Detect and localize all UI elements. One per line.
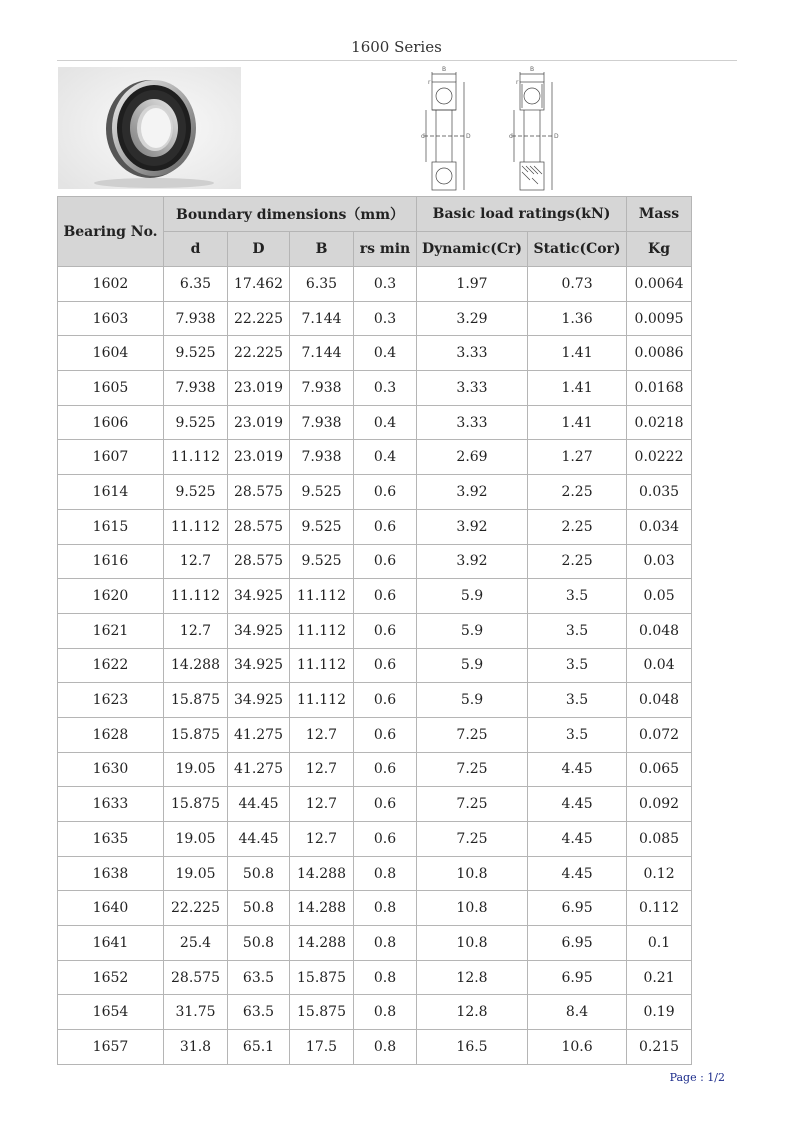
cell-static-cor: 3.5 bbox=[528, 683, 627, 718]
cell-bearing-no: 1616 bbox=[58, 544, 164, 579]
cell-mass-kg: 0.0064 bbox=[627, 267, 692, 302]
cell-dynamic-cr: 3.33 bbox=[417, 405, 528, 440]
drawing-label-r-2: r bbox=[516, 79, 519, 86]
cell-D: 63.5 bbox=[228, 960, 290, 995]
cell-dynamic-cr: 3.33 bbox=[417, 371, 528, 406]
table-row bbox=[58, 717, 692, 752]
cell-B: 11.112 bbox=[290, 613, 354, 648]
header-static-cor: Static(Cor) bbox=[528, 232, 627, 267]
table-row bbox=[58, 371, 692, 406]
cell-rs-min: 0.8 bbox=[354, 856, 417, 891]
cell-static-cor: 6.95 bbox=[528, 891, 627, 926]
cell-dynamic-cr: 5.9 bbox=[417, 613, 528, 648]
cell-d: 22.225 bbox=[164, 891, 228, 926]
cell-mass-kg: 0.0095 bbox=[627, 301, 692, 336]
cell-static-cor: 4.45 bbox=[528, 822, 627, 857]
cell-dynamic-cr: 10.8 bbox=[417, 891, 528, 926]
cell-static-cor: 8.4 bbox=[528, 995, 627, 1030]
table-row bbox=[58, 475, 692, 510]
cell-dynamic-cr: 12.8 bbox=[417, 960, 528, 995]
drawing-label-B: B bbox=[442, 66, 447, 73]
cell-static-cor: 3.5 bbox=[528, 717, 627, 752]
cell-dynamic-cr: 10.8 bbox=[417, 856, 528, 891]
cell-B: 6.35 bbox=[290, 267, 354, 302]
cell-dynamic-cr: 3.92 bbox=[417, 544, 528, 579]
cell-mass-kg: 0.085 bbox=[627, 822, 692, 857]
cell-d: 19.05 bbox=[164, 822, 228, 857]
cell-static-cor: 1.41 bbox=[528, 405, 627, 440]
cell-D: 41.275 bbox=[228, 717, 290, 752]
bearing-cross-section-drawing bbox=[400, 64, 580, 192]
cell-d: 15.875 bbox=[164, 717, 228, 752]
table-row bbox=[58, 752, 692, 787]
table-row bbox=[58, 544, 692, 579]
cell-B: 15.875 bbox=[290, 960, 354, 995]
cell-rs-min: 0.6 bbox=[354, 787, 417, 822]
cell-mass-kg: 0.065 bbox=[627, 752, 692, 787]
cell-bearing-no: 1606 bbox=[58, 405, 164, 440]
table-row bbox=[58, 822, 692, 857]
cell-rs-min: 0.6 bbox=[354, 579, 417, 614]
header-rs-min: rs min bbox=[354, 232, 417, 267]
table-row bbox=[58, 336, 692, 371]
cell-rs-min: 0.6 bbox=[354, 475, 417, 510]
cell-bearing-no: 1621 bbox=[58, 613, 164, 648]
cell-d: 6.35 bbox=[164, 267, 228, 302]
cell-mass-kg: 0.035 bbox=[627, 475, 692, 510]
cell-B: 12.7 bbox=[290, 822, 354, 857]
cell-D: 28.575 bbox=[228, 509, 290, 544]
cell-mass-kg: 0.034 bbox=[627, 509, 692, 544]
table-row bbox=[58, 301, 692, 336]
cell-mass-kg: 0.0168 bbox=[627, 371, 692, 406]
cell-B: 9.525 bbox=[290, 475, 354, 510]
cell-mass-kg: 0.0218 bbox=[627, 405, 692, 440]
cell-bearing-no: 1605 bbox=[58, 371, 164, 406]
cell-bearing-no: 1628 bbox=[58, 717, 164, 752]
cell-mass-kg: 0.112 bbox=[627, 891, 692, 926]
cell-dynamic-cr: 12.8 bbox=[417, 995, 528, 1030]
cell-bearing-no: 1633 bbox=[58, 787, 164, 822]
bearing-spec-table bbox=[57, 196, 692, 1065]
cell-bearing-no: 1638 bbox=[58, 856, 164, 891]
cell-dynamic-cr: 1.97 bbox=[417, 267, 528, 302]
table-row bbox=[58, 891, 692, 926]
cell-rs-min: 0.3 bbox=[354, 301, 417, 336]
cell-mass-kg: 0.05 bbox=[627, 579, 692, 614]
cell-dynamic-cr: 3.92 bbox=[417, 509, 528, 544]
cell-D: 44.45 bbox=[228, 822, 290, 857]
cell-dynamic-cr: 5.9 bbox=[417, 648, 528, 683]
cell-rs-min: 0.8 bbox=[354, 926, 417, 961]
cell-bearing-no: 1607 bbox=[58, 440, 164, 475]
table-row bbox=[58, 267, 692, 302]
cell-d: 15.875 bbox=[164, 787, 228, 822]
table-row bbox=[58, 579, 692, 614]
cell-mass-kg: 0.03 bbox=[627, 544, 692, 579]
cell-B: 14.288 bbox=[290, 891, 354, 926]
table-row bbox=[58, 995, 692, 1030]
cell-mass-kg: 0.1 bbox=[627, 926, 692, 961]
cell-B: 14.288 bbox=[290, 856, 354, 891]
table-row bbox=[58, 926, 692, 961]
drawing-label-D: D bbox=[466, 133, 471, 140]
header-D: D bbox=[228, 232, 290, 267]
table-row bbox=[58, 856, 692, 891]
cell-static-cor: 4.45 bbox=[528, 856, 627, 891]
cell-dynamic-cr: 7.25 bbox=[417, 717, 528, 752]
cell-rs-min: 0.8 bbox=[354, 995, 417, 1030]
cell-rs-min: 0.6 bbox=[354, 544, 417, 579]
cell-mass-kg: 0.072 bbox=[627, 717, 692, 752]
cell-rs-min: 0.3 bbox=[354, 371, 417, 406]
drawing-label-r: r bbox=[428, 79, 431, 86]
cell-static-cor: 6.95 bbox=[528, 960, 627, 995]
cell-B: 12.7 bbox=[290, 787, 354, 822]
cell-D: 28.575 bbox=[228, 475, 290, 510]
cell-static-cor: 1.41 bbox=[528, 371, 627, 406]
cell-D: 34.925 bbox=[228, 613, 290, 648]
cell-rs-min: 0.8 bbox=[354, 1030, 417, 1065]
cell-d: 11.112 bbox=[164, 509, 228, 544]
cell-static-cor: 2.25 bbox=[528, 544, 627, 579]
cell-B: 15.875 bbox=[290, 995, 354, 1030]
header-B: B bbox=[290, 232, 354, 267]
table-row bbox=[58, 405, 692, 440]
cell-D: 34.925 bbox=[228, 579, 290, 614]
cell-d: 28.575 bbox=[164, 960, 228, 995]
cell-static-cor: 3.5 bbox=[528, 613, 627, 648]
cell-bearing-no: 1622 bbox=[58, 648, 164, 683]
cell-B: 11.112 bbox=[290, 683, 354, 718]
cell-D: 50.8 bbox=[228, 926, 290, 961]
cell-mass-kg: 0.04 bbox=[627, 648, 692, 683]
cell-d: 25.4 bbox=[164, 926, 228, 961]
header-bearing-no: Bearing No. bbox=[58, 197, 164, 267]
cell-static-cor: 1.41 bbox=[528, 336, 627, 371]
cell-dynamic-cr: 3.92 bbox=[417, 475, 528, 510]
cell-d: 7.938 bbox=[164, 301, 228, 336]
cell-bearing-no: 1635 bbox=[58, 822, 164, 857]
cell-dynamic-cr: 2.69 bbox=[417, 440, 528, 475]
table-row bbox=[58, 787, 692, 822]
cell-static-cor: 6.95 bbox=[528, 926, 627, 961]
cell-B: 17.5 bbox=[290, 1030, 354, 1065]
cell-d: 11.112 bbox=[164, 440, 228, 475]
drawing-label-d-2: d bbox=[509, 133, 513, 140]
cell-d: 12.7 bbox=[164, 613, 228, 648]
cell-rs-min: 0.6 bbox=[354, 509, 417, 544]
cell-static-cor: 2.25 bbox=[528, 475, 627, 510]
header-mass: Mass bbox=[627, 197, 692, 232]
cell-B: 7.144 bbox=[290, 301, 354, 336]
cell-dynamic-cr: 7.25 bbox=[417, 822, 528, 857]
cell-dynamic-cr: 7.25 bbox=[417, 787, 528, 822]
cell-D: 23.019 bbox=[228, 440, 290, 475]
header-basic-load-ratings: Basic load ratings(kN) bbox=[417, 197, 627, 232]
cell-static-cor: 2.25 bbox=[528, 509, 627, 544]
cell-d: 11.112 bbox=[164, 579, 228, 614]
cell-bearing-no: 1657 bbox=[58, 1030, 164, 1065]
cell-B: 12.7 bbox=[290, 752, 354, 787]
cell-B: 14.288 bbox=[290, 926, 354, 961]
header-dynamic-cr: Dynamic(Cr) bbox=[417, 232, 528, 267]
cell-rs-min: 0.4 bbox=[354, 336, 417, 371]
table-row bbox=[58, 960, 692, 995]
cell-mass-kg: 0.048 bbox=[627, 683, 692, 718]
cell-rs-min: 0.8 bbox=[354, 891, 417, 926]
cell-rs-min: 0.6 bbox=[354, 752, 417, 787]
cell-D: 44.45 bbox=[228, 787, 290, 822]
cell-B: 9.525 bbox=[290, 509, 354, 544]
cell-bearing-no: 1652 bbox=[58, 960, 164, 995]
cell-B: 11.112 bbox=[290, 579, 354, 614]
cell-B: 7.938 bbox=[290, 440, 354, 475]
cell-bearing-no: 1641 bbox=[58, 926, 164, 961]
cell-bearing-no: 1602 bbox=[58, 267, 164, 302]
page-title: 1600 Series bbox=[351, 38, 442, 56]
drawing-label-d: d bbox=[421, 133, 425, 140]
cell-B: 12.7 bbox=[290, 717, 354, 752]
table-row bbox=[58, 1030, 692, 1065]
page-number: Page : 1/2 bbox=[669, 1071, 725, 1084]
title-divider bbox=[57, 60, 737, 61]
cell-mass-kg: 0.092 bbox=[627, 787, 692, 822]
cell-B: 7.144 bbox=[290, 336, 354, 371]
cell-d: 9.525 bbox=[164, 475, 228, 510]
cell-mass-kg: 0.0222 bbox=[627, 440, 692, 475]
cell-d: 14.288 bbox=[164, 648, 228, 683]
cell-static-cor: 4.45 bbox=[528, 752, 627, 787]
cell-d: 31.8 bbox=[164, 1030, 228, 1065]
cell-D: 41.275 bbox=[228, 752, 290, 787]
cell-d: 9.525 bbox=[164, 405, 228, 440]
cell-mass-kg: 0.19 bbox=[627, 995, 692, 1030]
cell-rs-min: 0.6 bbox=[354, 648, 417, 683]
cell-bearing-no: 1614 bbox=[58, 475, 164, 510]
table-row bbox=[58, 683, 692, 718]
cell-dynamic-cr: 7.25 bbox=[417, 752, 528, 787]
cell-D: 22.225 bbox=[228, 336, 290, 371]
table-row bbox=[58, 509, 692, 544]
cell-rs-min: 0.4 bbox=[354, 440, 417, 475]
cell-bearing-no: 1623 bbox=[58, 683, 164, 718]
cell-mass-kg: 0.21 bbox=[627, 960, 692, 995]
drawing-label-B-2: B bbox=[530, 66, 535, 73]
cell-D: 34.925 bbox=[228, 648, 290, 683]
cell-D: 63.5 bbox=[228, 995, 290, 1030]
cell-B: 7.938 bbox=[290, 405, 354, 440]
cell-d: 12.7 bbox=[164, 544, 228, 579]
table-row bbox=[58, 613, 692, 648]
cell-static-cor: 4.45 bbox=[528, 787, 627, 822]
cell-rs-min: 0.6 bbox=[354, 613, 417, 648]
cell-rs-min: 0.6 bbox=[354, 822, 417, 857]
cell-rs-min: 0.3 bbox=[354, 267, 417, 302]
cell-mass-kg: 0.048 bbox=[627, 613, 692, 648]
table-row bbox=[58, 440, 692, 475]
cell-D: 65.1 bbox=[228, 1030, 290, 1065]
cell-mass-kg: 0.215 bbox=[627, 1030, 692, 1065]
cell-bearing-no: 1603 bbox=[58, 301, 164, 336]
cell-bearing-no: 1630 bbox=[58, 752, 164, 787]
drawing-label-D-2: D bbox=[554, 133, 559, 140]
cell-d: 31.75 bbox=[164, 995, 228, 1030]
table-row bbox=[58, 648, 692, 683]
cell-D: 50.8 bbox=[228, 856, 290, 891]
cell-static-cor: 3.5 bbox=[528, 579, 627, 614]
cell-d: 19.05 bbox=[164, 856, 228, 891]
table-header-row-1 bbox=[58, 197, 692, 232]
cell-D: 28.575 bbox=[228, 544, 290, 579]
cell-rs-min: 0.8 bbox=[354, 960, 417, 995]
cell-dynamic-cr: 3.29 bbox=[417, 301, 528, 336]
cell-dynamic-cr: 10.8 bbox=[417, 926, 528, 961]
cell-B: 11.112 bbox=[290, 648, 354, 683]
cell-D: 23.019 bbox=[228, 371, 290, 406]
cell-bearing-no: 1615 bbox=[58, 509, 164, 544]
cell-D: 17.462 bbox=[228, 267, 290, 302]
cell-static-cor: 3.5 bbox=[528, 648, 627, 683]
cell-static-cor: 1.27 bbox=[528, 440, 627, 475]
cell-rs-min: 0.6 bbox=[354, 717, 417, 752]
cell-bearing-no: 1654 bbox=[58, 995, 164, 1030]
cell-static-cor: 10.6 bbox=[528, 1030, 627, 1065]
cell-B: 7.938 bbox=[290, 371, 354, 406]
cell-rs-min: 0.4 bbox=[354, 405, 417, 440]
cell-D: 23.019 bbox=[228, 405, 290, 440]
cell-dynamic-cr: 3.33 bbox=[417, 336, 528, 371]
cell-D: 50.8 bbox=[228, 891, 290, 926]
cell-dynamic-cr: 16.5 bbox=[417, 1030, 528, 1065]
cell-mass-kg: 0.0086 bbox=[627, 336, 692, 371]
cell-D: 34.925 bbox=[228, 683, 290, 718]
cell-bearing-no: 1620 bbox=[58, 579, 164, 614]
cell-static-cor: 0.73 bbox=[528, 267, 627, 302]
cell-dynamic-cr: 5.9 bbox=[417, 683, 528, 718]
header-kg: Kg bbox=[627, 232, 692, 267]
cell-bearing-no: 1640 bbox=[58, 891, 164, 926]
cell-d: 19.05 bbox=[164, 752, 228, 787]
cell-B: 9.525 bbox=[290, 544, 354, 579]
cell-D: 22.225 bbox=[228, 301, 290, 336]
ball-bearing-photo bbox=[58, 67, 241, 189]
table-body bbox=[58, 267, 692, 1065]
cell-d: 7.938 bbox=[164, 371, 228, 406]
header-boundary-dimensions: Boundary dimensions（mm） bbox=[164, 197, 417, 232]
cell-mass-kg: 0.12 bbox=[627, 856, 692, 891]
cell-static-cor: 1.36 bbox=[528, 301, 627, 336]
cell-bearing-no: 1604 bbox=[58, 336, 164, 371]
header-d: d bbox=[164, 232, 228, 267]
cell-dynamic-cr: 5.9 bbox=[417, 579, 528, 614]
cell-d: 15.875 bbox=[164, 683, 228, 718]
cell-d: 9.525 bbox=[164, 336, 228, 371]
cell-rs-min: 0.6 bbox=[354, 683, 417, 718]
